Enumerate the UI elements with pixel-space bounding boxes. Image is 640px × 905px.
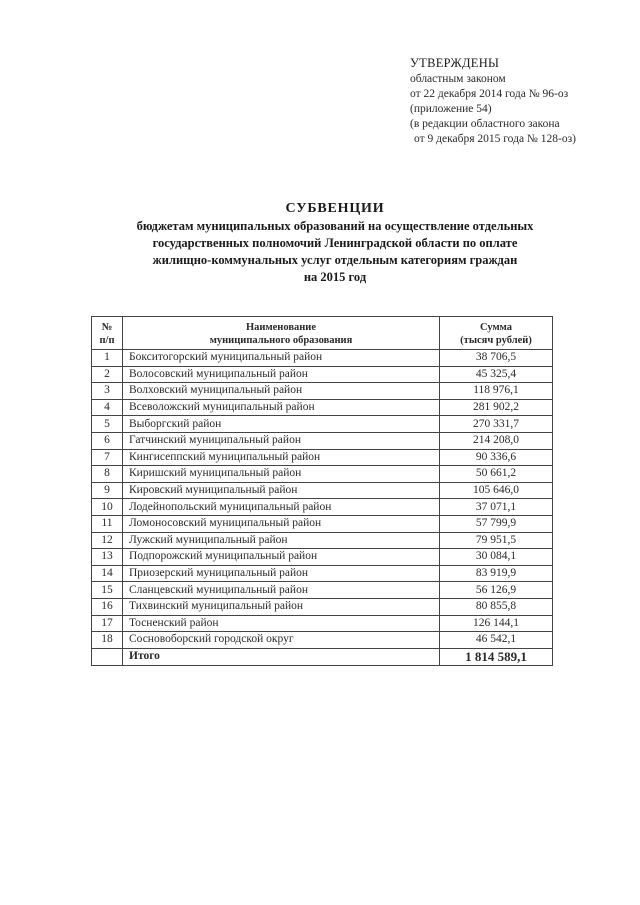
- document-title: [100, 200, 570, 286]
- header-name: [123, 317, 440, 350]
- header-number-line: п/п: [99, 335, 115, 346]
- table-row: [92, 466, 553, 483]
- header-name-line: муниципального образования: [209, 335, 353, 346]
- row-sum: 79 951,5: [440, 532, 553, 549]
- approval-line: областным законом: [410, 73, 506, 85]
- row-number: 2: [92, 366, 123, 383]
- row-municipality: Сланцевский муниципальный район: [123, 582, 440, 599]
- row-number: 17: [92, 615, 123, 632]
- table-row: [92, 416, 553, 433]
- row-number: 1: [92, 350, 123, 367]
- row-sum: 270 331,7: [440, 416, 553, 433]
- header-name-line: Наименование: [246, 322, 316, 333]
- row-municipality: Лужский муниципальный район: [123, 532, 440, 549]
- row-sum: 56 126,9: [440, 582, 553, 599]
- row-sum: 90 336,6: [440, 449, 553, 466]
- row-municipality: Подпорожский муниципальный район: [123, 549, 440, 566]
- header-sum: [440, 317, 553, 350]
- row-sum: 126 144,1: [440, 615, 553, 632]
- table-row: [92, 399, 553, 416]
- title-main: СУБВЕНЦИИ: [285, 201, 385, 216]
- header-number-line: №: [101, 322, 113, 333]
- row-municipality: Тосненский район: [123, 615, 440, 632]
- title-line: государственных полномочий Ленинградской области по оплате: [152, 236, 518, 250]
- row-number: 12: [92, 532, 123, 549]
- row-number: 5: [92, 416, 123, 433]
- row-municipality: Ломоносовский муниципальный район: [123, 515, 440, 532]
- title-line: бюджетам муниципальных образований на осуществление отдельных: [136, 219, 534, 233]
- table-row: [92, 383, 553, 400]
- row-municipality: Волховский муниципальный район: [123, 383, 440, 400]
- header-sum-line: Сумма: [480, 322, 512, 333]
- row-municipality: Волосовский муниципальный район: [123, 366, 440, 383]
- row-sum: 214 208,0: [440, 432, 553, 449]
- row-sum: 105 646,0: [440, 482, 553, 499]
- row-number: 15: [92, 582, 123, 599]
- subventions-table: [91, 316, 553, 666]
- row-municipality: Выборгский район: [123, 416, 440, 433]
- row-municipality: Лодейнопольский муниципальный район: [123, 499, 440, 516]
- total-number-cell: [92, 648, 123, 665]
- row-sum: 118 976,1: [440, 383, 553, 400]
- table-row: [92, 598, 553, 615]
- row-sum: 281 902,2: [440, 399, 553, 416]
- row-sum: 83 919,9: [440, 565, 553, 582]
- table-row: [92, 565, 553, 582]
- total-sum: 1 814 589,1: [440, 648, 553, 665]
- row-municipality: Киришский муниципальный район: [123, 466, 440, 483]
- total-row: [92, 648, 553, 665]
- table-row: [92, 350, 553, 367]
- row-number: 3: [92, 383, 123, 400]
- row-number: 18: [92, 632, 123, 649]
- header-number: [92, 317, 123, 350]
- row-number: 6: [92, 432, 123, 449]
- table-header-row: [92, 317, 553, 350]
- row-sum: 37 071,1: [440, 499, 553, 516]
- row-municipality: Бокситогорский муниципальный район: [123, 350, 440, 367]
- approval-line: от 9 декабря 2015 года № 128-оз): [414, 133, 576, 145]
- row-municipality: Гатчинский муниципальный район: [123, 432, 440, 449]
- table-row: [92, 582, 553, 599]
- row-municipality: Тихвинский муниципальный район: [123, 598, 440, 615]
- approval-heading: УТВЕРЖДЕНЫ: [410, 56, 500, 70]
- row-sum: 80 855,8: [440, 598, 553, 615]
- table-row: [92, 499, 553, 516]
- table-row: [92, 366, 553, 383]
- table-row: [92, 432, 553, 449]
- table-row: [92, 482, 553, 499]
- approval-stamp: [410, 56, 576, 147]
- row-number: 7: [92, 449, 123, 466]
- approval-line: (в редакции областного закона: [410, 118, 560, 130]
- table-row: [92, 532, 553, 549]
- row-municipality: Кировский муниципальный район: [123, 482, 440, 499]
- row-municipality: Всеволожский муниципальный район: [123, 399, 440, 416]
- table-row: [92, 632, 553, 649]
- approval-line: (приложение 54): [410, 103, 492, 115]
- table-row: [92, 515, 553, 532]
- header-sum-line: (тысяч рублей): [460, 335, 532, 346]
- row-sum: 38 706,5: [440, 350, 553, 367]
- row-number: 11: [92, 515, 123, 532]
- row-sum: 45 325,4: [440, 366, 553, 383]
- table-body: [92, 350, 553, 649]
- row-number: 10: [92, 499, 123, 516]
- row-number: 14: [92, 565, 123, 582]
- row-municipality: Кингисеппский муниципальный район: [123, 449, 440, 466]
- row-municipality: Приозерский муниципальный район: [123, 565, 440, 582]
- row-sum: 30 084,1: [440, 549, 553, 566]
- total-label: Итого: [123, 648, 440, 665]
- row-number: 16: [92, 598, 123, 615]
- table-row: [92, 449, 553, 466]
- row-number: 8: [92, 466, 123, 483]
- table-row: [92, 615, 553, 632]
- row-number: 4: [92, 399, 123, 416]
- title-line: жилищно-коммунальных услуг отдельным категориям граждан: [152, 253, 518, 267]
- table-row: [92, 549, 553, 566]
- row-municipality: Сосновоборский городской округ: [123, 632, 440, 649]
- approval-line: от 22 декабря 2014 года № 96-оз: [410, 88, 569, 100]
- row-number: 13: [92, 549, 123, 566]
- title-line: на 2015 год: [303, 270, 367, 284]
- row-sum: 46 542,1: [440, 632, 553, 649]
- row-sum: 57 799,9: [440, 515, 553, 532]
- row-sum: 50 661,2: [440, 466, 553, 483]
- row-number: 9: [92, 482, 123, 499]
